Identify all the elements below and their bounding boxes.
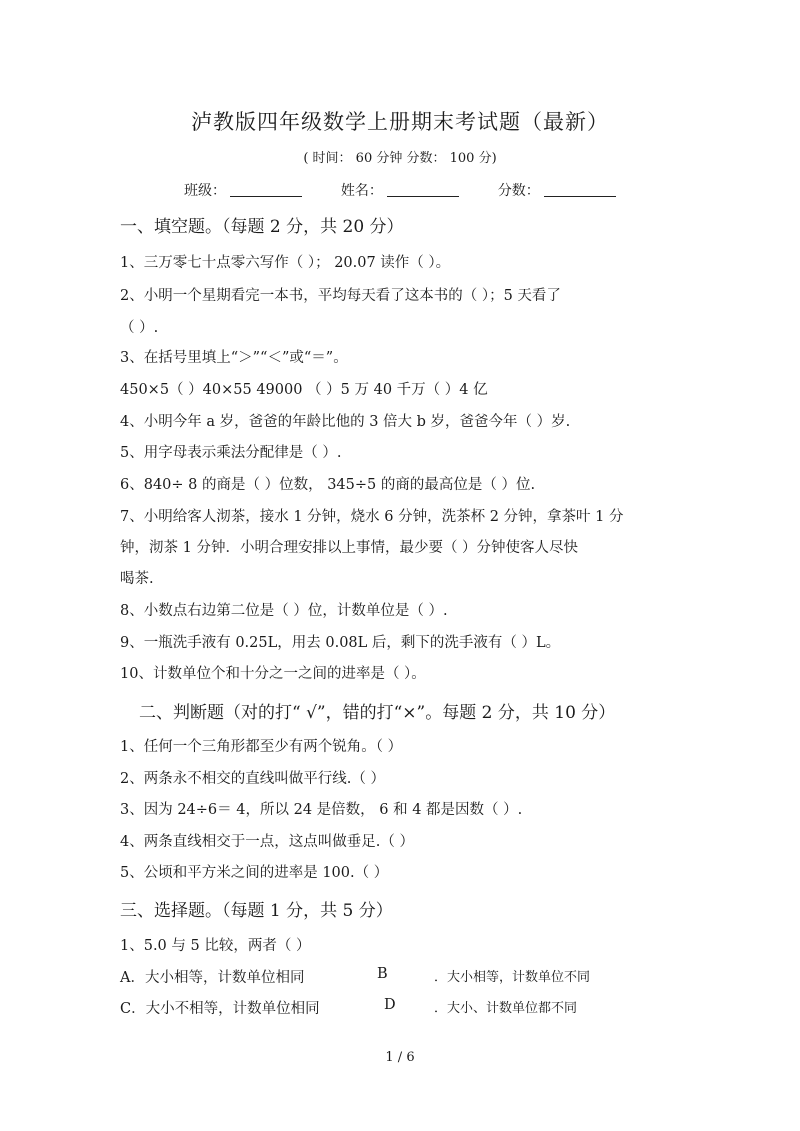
section1-heading: 一、填空题。（每题 2 分，共 20 分） [120, 217, 404, 237]
s1-question-2-cont: （ ）. [120, 320, 159, 336]
s1-question-1: 1、三万零七十点零六写作（ ）； 20.07 读作（ ）。 [120, 255, 451, 271]
s2-question-4: 4、两条直线相交于一点，这点叫做垂足.（ ） [120, 834, 414, 850]
s3-question-1: 1、5.0 与 5 比较，两者（ ） [120, 938, 311, 954]
class-blank [230, 182, 302, 197]
s3-option-a: A．大小相等，计数单位相同 [120, 970, 305, 986]
score-label: 分数： [497, 183, 540, 199]
page-title: 泸教版四年级数学上册期末考试题（最新） [191, 110, 609, 134]
s3-option-d-letter: D [384, 997, 396, 1013]
s1-question-8: 8、小数点右边第二位是（ ）位，计数单位是（ ）. [120, 603, 448, 619]
s1-question-7: 7、小明给客人沏茶，接水 1 分钟，烧水 6 分钟，洗茶杯 2 分钟，拿茶叶 1 分 [120, 509, 624, 525]
page-number: 1 / 6 [385, 1050, 415, 1065]
section3-heading: 三、选择题。（每题 1 分，共 5 分） [120, 901, 393, 921]
s1-question-9: 9、一瓶洗手液有 0.25L，用去 0.08L 后，剩下的洗手液有（ ）L。 [120, 635, 561, 651]
s1-question-7-end: 喝茶. [120, 571, 154, 587]
name-label: 姓名： [340, 183, 383, 199]
s2-question-1: 1、任何一个三角形都至少有两个锐角。（ ） [120, 739, 403, 755]
s1-question-3: 3、在括号里填上“＞”“＜”或“＝”。 [120, 350, 348, 366]
s1-question-4: 4、小明今年 a 岁，爸爸的年龄比他的 3 倍大 b 岁，爸爸今年（ ）岁. [120, 414, 571, 430]
s2-question-3: 3、因为 24÷6＝ 4，所以 24 是倍数， 6 和 4 都是因数（ ）. [120, 802, 523, 818]
s3-option-c: C．大小不相等，计数单位相同 [120, 1001, 320, 1017]
s1-question-5: 5、用字母表示乘法分配律是（ ）. [120, 445, 342, 461]
section2-heading: 二、判断题（对的打“ √”，错的打“×”。每题 2 分，共 10 分） [139, 703, 616, 723]
exam-info: ( 时间： 60 分钟 分数： 100 分) [303, 151, 497, 166]
s1-question-2: 2、小明一个星期看完一本书，平均每天看了这本书的（ ）；5 天看了 [120, 288, 561, 304]
student-info-row [184, 180, 616, 200]
s2-question-5: 5、公顷和平方米之间的进率是 100.（ ） [120, 865, 389, 881]
s1-question-7-cont: 钟，沏茶 1 分钟．小明合理安排以上事情，最少要（ ）分钟使客人尽快 [120, 540, 579, 556]
s3-option-b-letter: B [377, 966, 388, 982]
s1-question-6: 6、840÷ 8 的商是（ ）位数， 345÷5 的商的最高位是（ ）位. [120, 477, 536, 493]
s3-option-b: ．大小相等，计数单位不同 [434, 970, 591, 985]
score-blank [544, 182, 616, 197]
s1-question-3-items: 450×5（ ）40×55 49000 （ ）5 万 40 千万（ ）4 亿 [120, 382, 488, 398]
s1-question-10: 10、计数单位个和十分之一之间的进率是（ ）。 [120, 666, 426, 682]
class-label: 班级： [184, 183, 226, 199]
name-blank [387, 182, 459, 197]
s2-question-2: 2、两条永不相交的直线叫做平行线.（ ） [120, 771, 385, 787]
s3-option-d: ．大小、计数单位都不同 [434, 1001, 578, 1016]
